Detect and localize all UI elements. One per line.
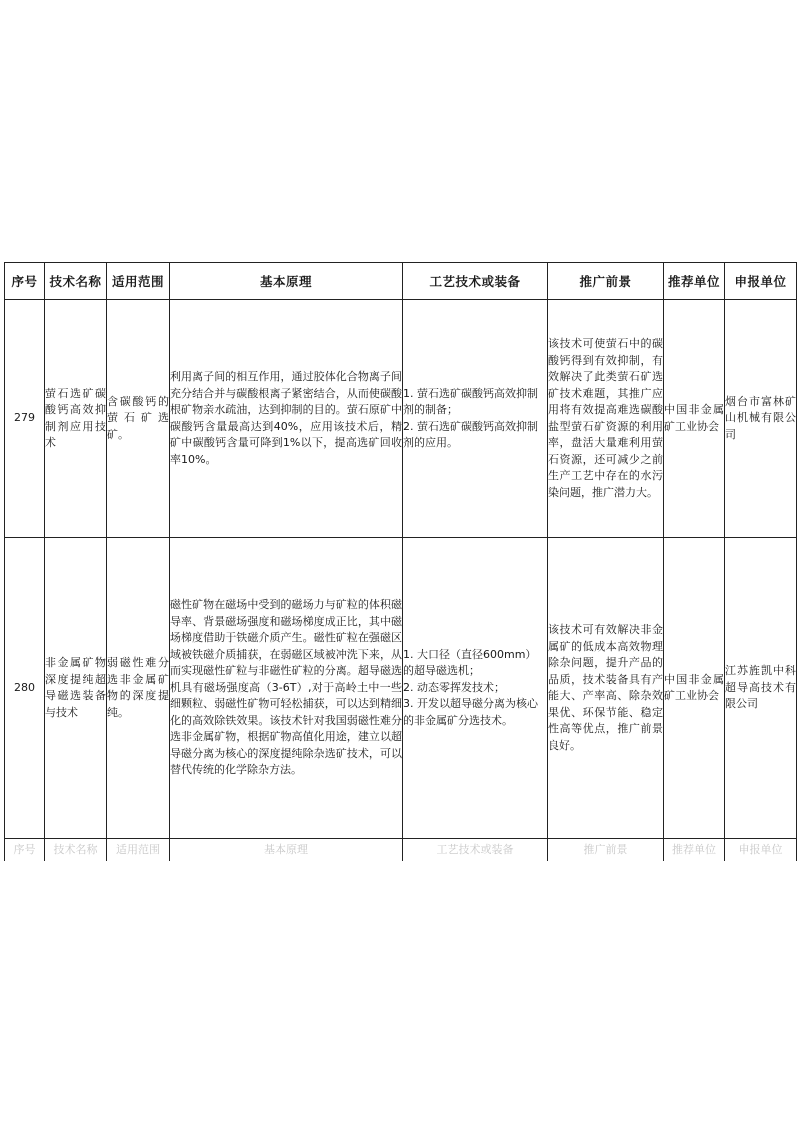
process-item: 1. 大口径（直径600mm）的超导磁选机； <box>403 647 537 678</box>
table-header-row <box>5 263 797 300</box>
header-principle: 基本原理 <box>170 263 403 300</box>
applying-unit: 江苏旌凯中科超导高技术有限公司 <box>725 538 797 839</box>
application-scope: 弱磁性难分选非金属矿物的深度提纯。 <box>107 538 170 839</box>
header-applicant: 申报单位 <box>725 263 797 300</box>
ghost-header-name: 技术名称 <box>45 839 107 862</box>
technology-table <box>4 262 797 861</box>
recommending-unit: 中国非金属矿工业协会 <box>664 300 725 538</box>
header-process: 工艺技术或装备 <box>403 263 548 300</box>
header-recommender: 推荐单位 <box>664 263 725 300</box>
ghost-header-principle: 基本原理 <box>170 839 403 862</box>
header-scope: 适用范围 <box>107 263 170 300</box>
basic-principle: 利用离子间的相互作用，通过胶体化合物离子间充分结合并与碳酸根离子紧密结合，从而使碳酸根矿物亲水疏油，达到抑制的目的。萤石原矿中碳酸钙含量最高达到40%，应用该技术后，精矿中碳酸钙含量可降到1%以下，提高选矿回收率10%。 <box>170 300 403 538</box>
basic-principle: 磁性矿物在磁场中受到的磁场力与矿粒的体积磁导率、背景磁场强度和磁场梯度成正比，其中磁场梯度借助于铁磁介质产生。磁性矿粒在强磁区域被铁磁介质捕获，在弱磁区域被冲洗下来，从而实现磁性矿粒与非磁性矿粒的分离。超导磁选机具有磁场强度高（3-6T）,对于高岭土中一些细颗粒、弱磁性矿物可轻松捕获，可以达到精细化的高效除铁效果。该技术针对我国弱磁性难分选非金属矿物，根据矿物高值化用途，建立以超导磁分离为核心的深度提纯除杂选矿技术，可以替代传统的化学除杂方法。 <box>170 538 403 839</box>
applying-unit: 烟台市富林矿山机械有限公司 <box>725 300 797 538</box>
header-no: 序号 <box>5 263 45 300</box>
process-equipment <box>403 300 548 538</box>
promotion-prospect: 该技术可使萤石中的碳酸钙得到有效抑制，有效解决了此类萤石矿选矿技术难题，其推广应用将有效提高难选碳酸盐型萤石矿资源的利用率，盘活大量难利用萤石资源，还可减少之前生产工艺中存在的水污染问题，推广潜力大。 <box>548 300 664 538</box>
ghost-header-prospect: 推广前景 <box>548 839 664 862</box>
header-prospect: 推广前景 <box>548 263 664 300</box>
row-number: 280 <box>5 538 45 839</box>
bleed-through-header-row <box>5 839 797 862</box>
ghost-header-applicant: 申报单位 <box>725 839 797 862</box>
process-item: 2. 萤石选矿碳酸钙高效抑制剂的应用。 <box>403 419 538 449</box>
technology-name: 非金属矿物深度提纯超导磁选装备与技术 <box>45 538 107 839</box>
header-name: 技术名称 <box>45 263 107 300</box>
ghost-header-process: 工艺技术或装备 <box>403 839 548 862</box>
promotion-prospect: 该技术可有效解决非金属矿的低成本高效物理除杂问题，提升产品的品质，技术装备具有产能大、产率高、除杂效果优、环保节能、稳定性高等优点，推广前景良好。 <box>548 538 664 839</box>
ghost-header-scope: 适用范围 <box>107 839 170 862</box>
process-item: 2. 动态零挥发技术； <box>403 680 505 694</box>
process-item: 1. 萤石选矿碳酸钙高效抑制剂的制备； <box>403 386 538 416</box>
ghost-header-no: 序号 <box>5 839 45 862</box>
table-row <box>5 538 797 839</box>
technology-name: 萤石选矿碳酸钙高效抑制剂应用技术 <box>45 300 107 538</box>
process-equipment <box>403 538 548 839</box>
recommending-unit: 中国非金属矿工业协会 <box>664 538 725 839</box>
process-item: 3. 开发以超导磁分离为核心的非金属矿分选技术。 <box>403 697 538 727</box>
ghost-header-recommender: 推荐单位 <box>664 839 725 862</box>
table-row <box>5 300 797 538</box>
row-number: 279 <box>5 300 45 538</box>
application-scope: 含碳酸钙的萤石矿选矿。 <box>107 300 170 538</box>
